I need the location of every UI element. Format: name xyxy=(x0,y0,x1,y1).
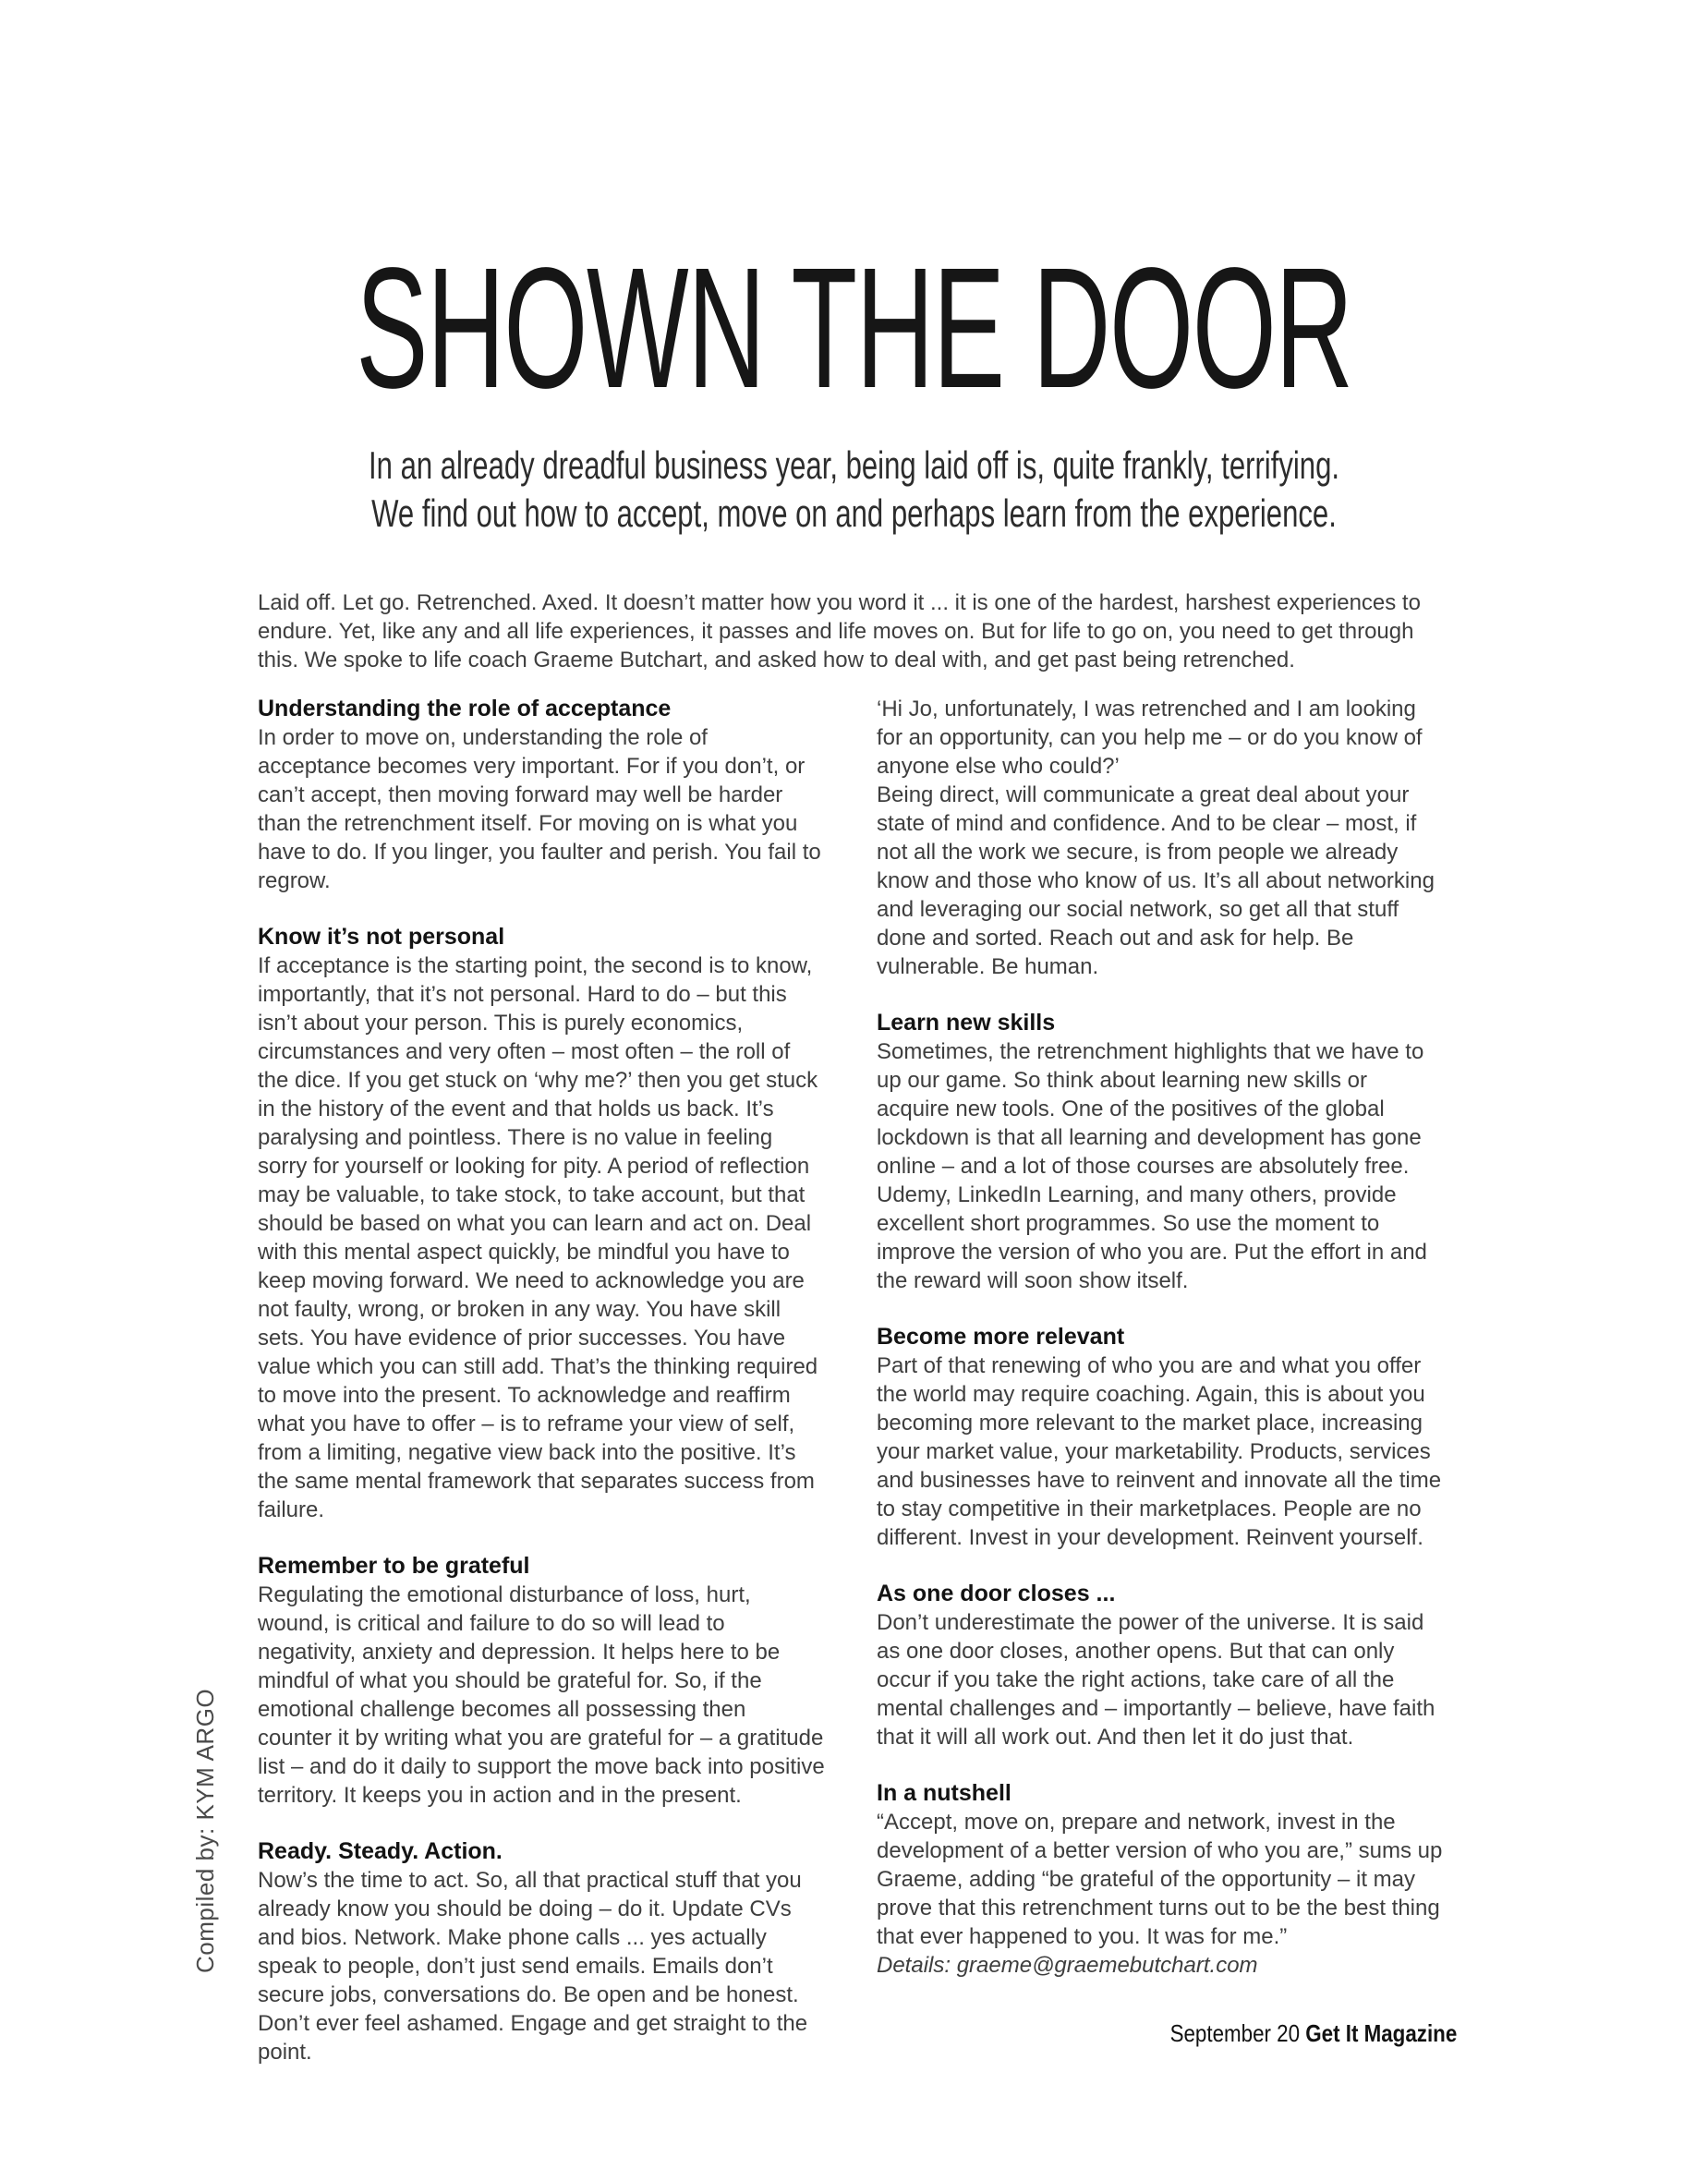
section-heading: Understanding the role of acceptance xyxy=(258,696,672,721)
section-paragraph: Sometimes, the retrenchment highlights that we have to up our game. So think about learning new skills or acquire new tools. One of the positives of the global lockdown is that all learning and development has gone online – and a lot of those courses are absolutely free. Udemy, LinkedIn Learning, and many others, provide excellent short programmes. So use the moment to improve the version of who you are. Put the effort in and the reward will soon show itself. xyxy=(877,1039,1427,1293)
compiled-by-credit: Compiled by: KYM ARGO xyxy=(191,1688,219,1973)
section-heading: Ready. Steady. Action. xyxy=(258,1838,503,1864)
intro-paragraph: Laid off. Let go. Retrenched. Axed. It doesn’t matter how you word it ... it is one of the hardest, harshest experiences to endure. Yet, like any and all life experiences, it passes and life moves on. But for life to go on, you need to get through this. We spoke to life coach Graeme Butchart, and asked how to deal with, and get past being retrenched. xyxy=(258,590,1421,672)
footer-issue-date: September 20 xyxy=(1169,2019,1305,2047)
subtitle-line-2: We find out how to accept, move on and perhaps learn from the experience. xyxy=(371,491,1337,535)
page-footer xyxy=(1169,2019,1457,2047)
section-in-a-nutshell xyxy=(877,1779,1444,1980)
section-paragraph: In order to move on, understanding the role of acceptance becomes very important. For if you don’t, or can’t accept, then moving forward may well be harder than the retrenchment itself. For moving on is what you have to do. If you linger, you faulter and perish. You fail to regrow. xyxy=(258,725,821,893)
section-paragraph: Part of that renewing of who you are and what you offer the world may require coaching. Again, this is about you becoming more relevant to the market place, increasing your market value, your marketability. Products, services and businesses have to reinvent and innovate all the time to stay competitive in their marketplaces. People are no different. Invest in your development. Reinvent yourself. xyxy=(877,1353,1442,1550)
subtitle xyxy=(222,442,1485,538)
section-paragraph: “Accept, move on, prepare and network, invest in the development of a better version of who you are,” sums up Graeme, adding “be grateful of the opportunity – it may prove that this retrenchment turns out to be the best thing that ever happened to you. It was for me.” xyxy=(877,1810,1443,1949)
section-heading: Remember to be grateful xyxy=(258,1553,530,1579)
section-learn-new-skills xyxy=(877,1009,1444,1295)
section-acceptance xyxy=(258,695,825,895)
article-columns xyxy=(258,695,1445,2066)
footer-magazine-name: Get It Magazine xyxy=(1304,2019,1457,2047)
section-one-door-closes xyxy=(877,1580,1444,1751)
section-paragraph: ‘Hi Jo, unfortunately, I was retrenched and I am looking for an opportunity, can you help me – or do you know of anyone else who could?’ xyxy=(877,697,1423,779)
contact-details: Details: graeme@graemebutchart.com xyxy=(877,1953,1258,1978)
section-become-relevant xyxy=(877,1323,1444,1552)
section-not-personal xyxy=(258,923,825,1524)
section-paragraph: Being direct, will communicate a great deal about your state of mind and confidence. And to be clear – most, if not all the work we secure, is from people we already know and those who know of us. It’s all about networking and leveraging our social network, so get all that stuff done and sorted. Reach out and ask for help. Be vulnerable. Be human. xyxy=(877,782,1435,979)
section-heading: Learn new skills xyxy=(877,1010,1056,1036)
section-heading: In a nutshell xyxy=(877,1780,1011,1806)
section-grateful xyxy=(258,1552,825,1810)
section-heading: Know it’s not personal xyxy=(258,924,505,950)
section-action xyxy=(258,1837,825,2066)
section-heading: Become more relevant xyxy=(877,1324,1125,1350)
section-paragraph: Don’t underestimate the power of the universe. It is said as one door closes, another opens. But that can only occur if you take the right actions, take care of all the mental challenges and – importantly – believe, have faith that it will all work out. And then let it do just that. xyxy=(877,1610,1435,1750)
left-column xyxy=(258,695,825,2066)
subtitle-line-1: In an already dreadful business year, being laid off is, quite frankly, terrifying. xyxy=(369,443,1339,487)
section-networking-quote xyxy=(877,695,1444,981)
section-paragraph: Now’s the time to act. So, all that practical stuff that you already know you should be doing – do it. Update CVs and bios. Network. Make phone calls ... yes actually speak to people, don’t just send emails. Emails don’t secure jobs, conversations do. Be open and be honest. Don’t ever feel ashamed. Engage and get straight to the point. xyxy=(258,1868,808,2065)
right-column xyxy=(877,695,1444,2066)
section-paragraph: If acceptance is the starting point, the second is to know, importantly, that it’s not personal. Hard to do – but this isn’t about your person. This is purely economics, circumstances and very often – most often – the roll of the dice. If you get stuck on ‘why me?’ then you get stuck in the history of the event and that holds us back. It’s paralysing and pointless. There is no value in feeling sorry for yourself or looking for pity. A period of reflection may be valuable, to take stock, to take account, but that should be based on what you can learn and act on. Deal with this mental aspect quickly, be mindful you have to keep moving forward. We need to acknowledge you are not faulty, wrong, or broken in any way. You have skill sets. You have evidence of prior successes. You have value which you can still add. That’s the thinking required to move into the present. To acknowledge and reaffirm what you have to offer – is to reframe your view of self, from a limiting, negative view back into the positive. It’s the same mental framework that separates success from failure. xyxy=(258,953,818,1522)
section-heading: As one door closes ... xyxy=(877,1581,1116,1606)
section-paragraph: Regulating the emotional disturbance of loss, hurt, wound, is critical and failure to do so will lead to negativity, anxiety and depression. It helps here to be mindful of what you should be grateful for. So, if the emotional challenge becomes all possessing then counter it by writing what you are grateful for – a gratitude list – and do it daily to support the move back into positive territory. It keeps you in action and in the present. xyxy=(258,1582,825,1808)
page-title: SHOWN THE DOOR xyxy=(356,233,1352,424)
